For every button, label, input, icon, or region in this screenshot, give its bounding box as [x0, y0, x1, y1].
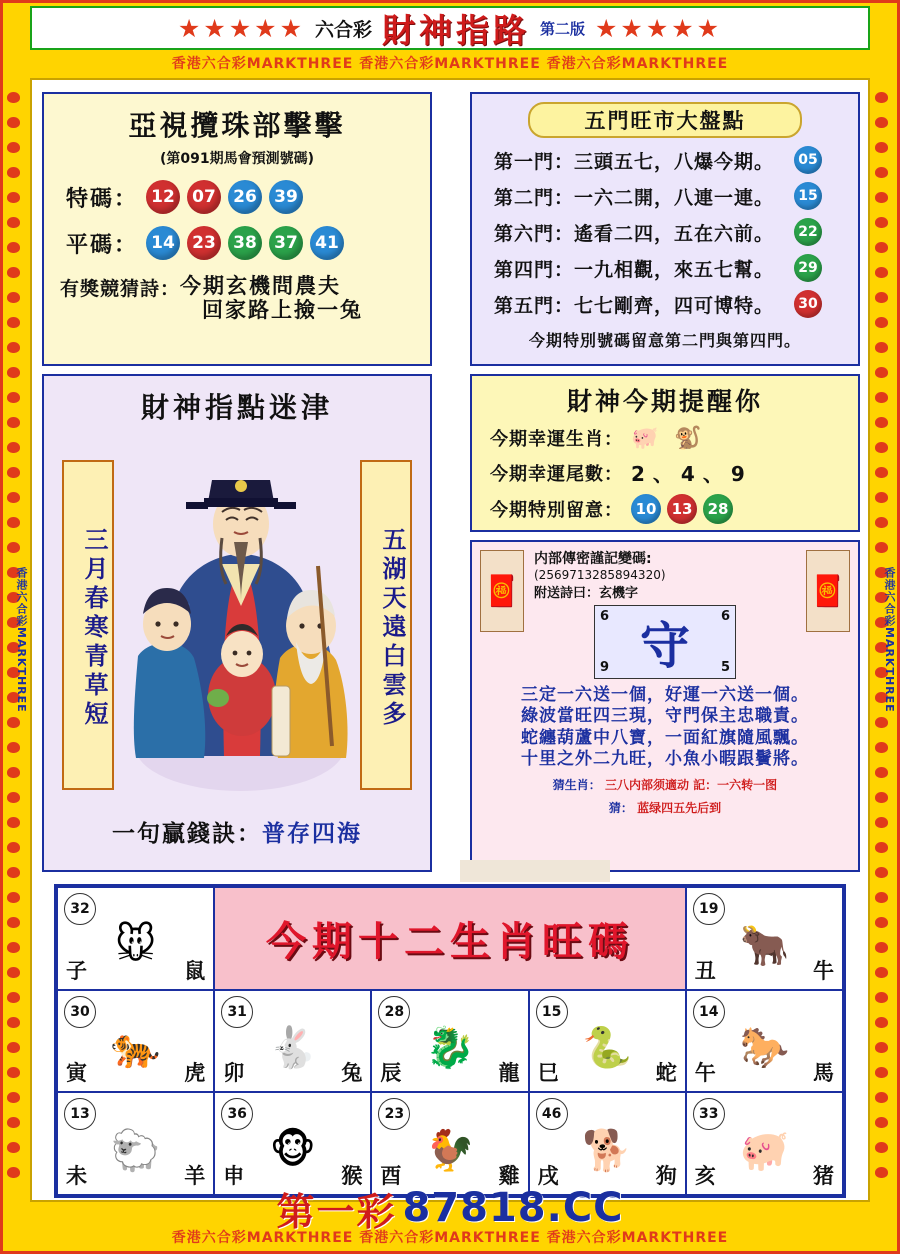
- zodiac-name: 猪: [812, 1163, 834, 1188]
- corner-number-top-left: 6: [600, 609, 610, 624]
- zodiac-branch: 辰: [380, 1061, 402, 1086]
- zodiac-name: 馬: [812, 1061, 834, 1086]
- zodiac-cell-ox[interactable]: [686, 887, 843, 990]
- secret-verse-line: 三定一六送一個，好運一六送一個。: [521, 685, 809, 705]
- zodiac-name: 蛇: [655, 1061, 677, 1086]
- special-number-label: 特碼：: [66, 186, 139, 212]
- zodiac-name: 鼠: [184, 958, 206, 983]
- reminder-panel: [470, 374, 860, 532]
- market-note: 今期特別號碼留意第二門與第四門。: [528, 331, 801, 350]
- god-of-wealth-panel: [42, 374, 432, 872]
- rabbit-icon: 🐇: [267, 1025, 318, 1072]
- zodiac-cell-dog[interactable]: [529, 1092, 686, 1195]
- zodiac-number: 28: [378, 996, 410, 1028]
- attention-ball: 13: [667, 494, 697, 524]
- zodiac-branch: 酉: [380, 1163, 402, 1188]
- door-god-left-icon: 🧧: [480, 550, 524, 632]
- page-artifact: [460, 860, 610, 882]
- secret-verses: [472, 685, 858, 770]
- secret-verse-line: 十里之外二九旺，小魚小暇跟鬢將。: [521, 748, 809, 769]
- secret-code-panel: [470, 540, 860, 872]
- special-ball: 12: [146, 180, 180, 214]
- zodiac-grid-panel: [54, 884, 846, 1198]
- secret-code: (2569713285894320): [534, 568, 666, 582]
- lucky-tail-row: [490, 458, 858, 487]
- market-row: [494, 146, 858, 174]
- corner-number-bottom-left: 9: [600, 660, 610, 675]
- zodiac-number: 30: [64, 996, 96, 1028]
- prize-poem: [60, 274, 430, 322]
- zodiac-header-banner: [214, 887, 686, 990]
- zodiac-name: 猴: [341, 1163, 363, 1188]
- zodiac-cell-goat[interactable]: [57, 1092, 214, 1195]
- lucky-tail-label: 今期幸運尾數：: [490, 463, 623, 485]
- guess-zodiac-value: 三八内部须適动 記：一六转一图: [605, 778, 778, 792]
- market-row: [494, 290, 858, 318]
- god-footer-value: 普存四海: [262, 821, 362, 847]
- attention-ball: 10: [631, 494, 661, 524]
- secret-verse-line: 綠波當旺四三現，守門保主忠職責。: [521, 706, 809, 727]
- bottom-marquee: 香港六合彩MARKTHREE 香港六合彩MARKTHREE 香港六合彩MARKTHREE: [171, 1230, 729, 1246]
- ox-icon: 🐂: [739, 922, 790, 969]
- market-row-ball: 15: [794, 182, 822, 210]
- masthead-subtitle: 六合彩: [314, 18, 372, 41]
- lucky-tail-values: 2、4、9: [631, 462, 753, 486]
- goat-icon: 🐑: [110, 1127, 161, 1174]
- right-marquee-text: 香港六合彩MARKTHREE: [883, 566, 896, 713]
- guess-row: [472, 799, 858, 816]
- zodiac-cell-pig[interactable]: [686, 1092, 843, 1195]
- normal-ball: 14: [146, 226, 180, 260]
- god-footer: [44, 815, 430, 848]
- corner-number-bottom-right: 5: [720, 660, 730, 675]
- market-row-text: 第一門：三頭五七，八爆今期。: [494, 150, 775, 173]
- page-title: 財神指路: [382, 10, 530, 50]
- normal-ball: 37: [269, 226, 303, 260]
- zodiac-number: 33: [693, 1098, 725, 1130]
- zodiac-branch: 戌: [537, 1163, 559, 1188]
- zodiac-branch: 申: [223, 1163, 245, 1188]
- market-row-ball: 22: [794, 218, 822, 246]
- lucky-zodiac-label: 今期幸運生肖：: [490, 429, 623, 450]
- prize-poem-line-1: 今期玄機問農夫: [180, 274, 342, 298]
- market-row-text: 第二門：一六二開，八連一連。: [494, 186, 775, 209]
- mystic-character: 守: [640, 617, 690, 675]
- zodiac-branch: 午: [694, 1061, 716, 1086]
- monkey-icon: 🐵: [269, 1127, 316, 1174]
- market-row-ball: 05: [794, 146, 822, 174]
- zodiac-number: 13: [64, 1098, 96, 1130]
- special-ball: 07: [187, 180, 221, 214]
- prize-poem-label: 有獎競猜詩：: [60, 278, 181, 300]
- market-row-text: 第五門：七七剛齊，四可博特。: [494, 294, 775, 317]
- special-attention-label: 今期特別留意：: [490, 500, 623, 521]
- normal-ball: 23: [187, 226, 221, 260]
- zodiac-header-text: 今期十二生肖旺碼: [265, 918, 634, 965]
- zodiac-cell-rabbit[interactable]: [214, 990, 371, 1093]
- market-row-ball: 30: [794, 290, 822, 318]
- lucky-zodiac-row: [490, 425, 858, 451]
- market-title: 五門旺市大盤點: [528, 102, 802, 138]
- attention-ball: 28: [703, 494, 733, 524]
- prediction-panel: [42, 92, 432, 366]
- prediction-subtitle: (第091期馬會預測號碼): [159, 151, 315, 167]
- zodiac-branch: 丑: [694, 958, 716, 983]
- zodiac-branch: 卯: [223, 1061, 245, 1086]
- normal-ball: 41: [310, 226, 344, 260]
- edition-label: 第二版: [540, 19, 586, 38]
- guess-zodiac-row: [472, 776, 858, 793]
- zodiac-number: 15: [536, 996, 568, 1028]
- stars-left-icon: ★★★★★: [177, 13, 305, 43]
- door-god-right-icon: 🧧: [806, 550, 850, 632]
- market-row: [494, 218, 858, 246]
- rat-icon: 🐭: [114, 922, 157, 968]
- guess-label: 猜：: [608, 801, 633, 815]
- zodiac-number: 31: [221, 996, 253, 1028]
- market-row-text: 第六門：遙看二四，五在六前。: [494, 222, 775, 245]
- special-ball: 39: [269, 180, 303, 214]
- zodiac-number: 19: [693, 893, 725, 925]
- guess-zodiac-label: 猜生肖：: [552, 778, 601, 792]
- zodiac-cell-monkey[interactable]: [214, 1092, 371, 1195]
- zodiac-name: 羊: [184, 1163, 206, 1188]
- watermark-brand: 第一彩: [276, 1189, 397, 1234]
- zodiac-number: 46: [536, 1098, 568, 1130]
- zodiac-number: 23: [378, 1098, 410, 1130]
- masthead: [30, 6, 870, 50]
- prize-poem-line-2: 回家路上撿一兔: [202, 298, 364, 323]
- market-row: [494, 254, 858, 282]
- secret-head: 内部傳密謹記變碼:: [534, 551, 652, 567]
- normal-ball: 38: [228, 226, 262, 260]
- dog-icon: 🐕: [582, 1127, 633, 1174]
- god-footer-label: 一句贏錢訣：: [112, 821, 262, 847]
- couplet-left: 三月春寒青草短: [62, 460, 114, 790]
- zodiac-cell-rooster[interactable]: [371, 1092, 528, 1195]
- reminder-title: 財神今期提醒你: [566, 387, 763, 416]
- market-row: [494, 182, 858, 210]
- market-row-ball: 29: [794, 254, 822, 282]
- zodiac-number: 36: [221, 1098, 253, 1130]
- normal-number-row: [66, 226, 430, 260]
- zodiac-cell-snake[interactable]: [529, 990, 686, 1093]
- snake-icon: 🐍: [582, 1025, 633, 1072]
- corner-number-top-right: 6: [720, 609, 730, 624]
- zodiac-name: 龍: [498, 1061, 520, 1086]
- secret-verse-line: 蛇纏葫蘆中八寶，一面紅旗隨風飄。: [521, 727, 809, 748]
- zodiac-name: 狗: [655, 1163, 677, 1188]
- secret-poem-label: 附送詩曰：玄機字: [534, 586, 639, 601]
- zodiac-branch: 寅: [66, 1061, 87, 1086]
- dragon-icon: 🐉: [425, 1025, 475, 1072]
- zodiac-branch: 未: [66, 1163, 87, 1188]
- horse-icon: 🐎: [739, 1025, 790, 1072]
- special-attention-row: [490, 494, 858, 524]
- monkey-icon: 🐒: [674, 425, 702, 451]
- mystic-character-box: [594, 605, 736, 679]
- zodiac-cell-dragon[interactable]: [371, 990, 528, 1093]
- market-row-text: 第四門：一九相觀，來五七幫。: [494, 258, 775, 281]
- zodiac-name: 牛: [812, 958, 834, 983]
- zodiac-branch: 子: [66, 958, 87, 983]
- guess-value: 蓝绿四五先后到: [637, 801, 722, 815]
- zodiac-number: 14: [693, 996, 725, 1028]
- zodiac-branch: 巳: [537, 1061, 559, 1086]
- pig-icon: 🐖: [631, 425, 659, 451]
- zodiac-cell-horse[interactable]: [686, 990, 843, 1093]
- zodiac-cell-rat[interactable]: [57, 887, 214, 990]
- zodiac-grid: [57, 887, 843, 1195]
- rooster-icon: 🐓: [425, 1127, 475, 1174]
- zodiac-branch: 亥: [694, 1163, 716, 1188]
- god-panel-title: 財神指點迷津: [140, 391, 333, 424]
- special-number-row: [66, 180, 430, 214]
- normal-number-label: 平碼：: [66, 232, 139, 258]
- zodiac-number: 32: [64, 893, 96, 925]
- zodiac-name: 雞: [498, 1163, 520, 1188]
- zodiac-cell-tiger[interactable]: [57, 990, 214, 1093]
- zodiac-name: 虎: [184, 1061, 206, 1086]
- couplet-right: 五湖天遠白雲多: [360, 460, 412, 790]
- watermark-url: 87818.CC: [402, 1185, 624, 1231]
- tiger-icon: 🐅: [110, 1025, 161, 1072]
- pig-icon: 🐖: [739, 1127, 790, 1174]
- zodiac-name: 兔: [341, 1061, 363, 1086]
- special-ball: 26: [228, 180, 262, 214]
- god-of-wealth-illustration: [122, 446, 358, 796]
- top-marquee: 香港六合彩MARKTHREE 香港六合彩MARKTHREE 香港六合彩MARKTHREE: [171, 56, 729, 72]
- left-marquee-text: 香港六合彩MARKTHREE: [15, 566, 28, 713]
- stars-right-icon: ★★★★★: [595, 13, 723, 43]
- market-panel: [470, 92, 860, 366]
- prediction-title: 亞視攬珠部擊擊: [128, 109, 346, 142]
